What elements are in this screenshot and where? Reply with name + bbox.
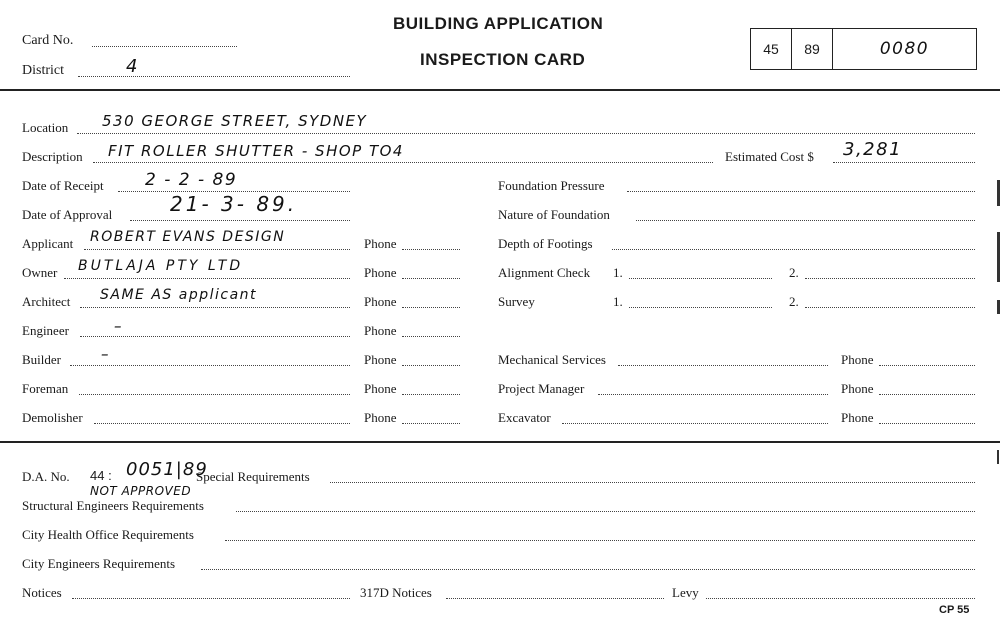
alignment-check-line1 — [629, 278, 772, 279]
date-approval-label: Date of Approval — [22, 207, 113, 222]
mechanical-services-phone-line — [879, 365, 975, 366]
project-manager-line — [598, 394, 828, 395]
applicant-label: Applicant — [22, 236, 74, 251]
notices-line — [72, 598, 350, 599]
builder-value: – — [101, 345, 110, 363]
nature-foundation-line — [636, 220, 975, 221]
description-line — [93, 162, 713, 163]
architect-phone-line — [402, 307, 460, 308]
survey-num2: 2. — [789, 294, 799, 309]
excavator-phone-label: Phone — [841, 410, 874, 425]
notices-label: Notices — [22, 585, 62, 600]
architect-value: SAME AS applicant — [100, 287, 258, 303]
health-line — [225, 540, 975, 541]
applicant-phone-label: Phone — [364, 236, 397, 251]
excavator-line — [562, 423, 828, 424]
da-no-label: D.A. No. — [22, 469, 70, 484]
estimated-cost-value: 3,281 — [843, 139, 903, 160]
mechanical-services-line — [618, 365, 828, 366]
survey-line2 — [805, 307, 975, 308]
da-no-value: 0051|89 — [126, 459, 208, 480]
special-requirements-line — [330, 482, 975, 483]
owner-line — [64, 278, 350, 279]
nature-foundation-label: Nature of Foundation — [498, 207, 610, 222]
engineer-phone-line — [402, 336, 460, 337]
card-number-box — [750, 28, 977, 70]
engineer-phone-label: Phone — [364, 323, 397, 338]
applicant-phone-line — [402, 249, 460, 250]
project-manager-label: Project Manager — [498, 381, 585, 396]
levy-line — [706, 598, 975, 599]
alignment-check-label: Alignment Check — [498, 265, 591, 280]
owner-label: Owner — [22, 265, 58, 280]
section-divider — [0, 441, 1000, 443]
architect-label: Architect — [22, 294, 71, 309]
notices-317d-line — [446, 598, 664, 599]
structural-line — [236, 511, 975, 512]
foundation-pressure-line — [627, 191, 975, 192]
city-engineers-label: City Engineers Requirements — [22, 556, 176, 571]
structural-label: Structural Engineers Requirements — [22, 498, 204, 513]
engineer-label: Engineer — [22, 323, 69, 338]
architect-phone-label: Phone — [364, 294, 397, 309]
location-line — [77, 133, 975, 134]
header-divider — [0, 89, 1000, 91]
foreman-label: Foreman — [22, 381, 69, 396]
not-approved-note: NOT APPROVED — [90, 484, 192, 498]
depth-footings-label: Depth of Footings — [498, 236, 593, 251]
form-code: CP 55 — [939, 604, 970, 616]
title-line1: BUILDING APPLICATION — [393, 14, 604, 33]
margin-mark-4 — [997, 450, 999, 464]
card-no-label: Card No. — [22, 33, 74, 48]
date-receipt-value: 2 - 2 - 89 — [145, 170, 238, 190]
notices-317d-label: 317D Notices — [360, 585, 432, 600]
foundation-pressure-label: Foundation Pressure — [498, 178, 605, 193]
survey-line1 — [629, 307, 772, 308]
estimated-cost-line — [833, 162, 975, 163]
foreman-phone-line — [402, 394, 460, 395]
engineer-value: – — [114, 317, 123, 335]
box-number: 0080 — [879, 39, 930, 59]
description-label: Description — [22, 149, 83, 164]
title-line2: INSPECTION CARD — [420, 50, 586, 69]
excavator-phone-line — [879, 423, 975, 424]
demolisher-label: Demolisher — [22, 410, 83, 425]
owner-phone-line — [402, 278, 460, 279]
date-approval-line — [130, 220, 350, 221]
alignment-check-line2 — [805, 278, 975, 279]
card-no-line — [92, 46, 237, 47]
health-label: City Health Office Requirements — [22, 527, 194, 542]
project-manager-phone-line — [879, 394, 975, 395]
builder-label: Builder — [22, 352, 61, 367]
estimated-cost-label: Estimated Cost $ — [725, 149, 814, 164]
demolisher-line — [94, 423, 350, 424]
depth-footings-line — [612, 249, 975, 250]
box-code2: 89 — [792, 29, 833, 69]
foreman-phone-label: Phone — [364, 381, 397, 396]
district-value: 4 — [126, 56, 139, 77]
applicant-value: ROBERT EVANS DESIGN — [90, 229, 286, 245]
location-value: 530 GEORGE STREET, SYDNEY — [102, 112, 368, 130]
owner-phone-label: Phone — [364, 265, 397, 280]
levy-label: Levy — [672, 585, 699, 600]
city-engineers-line — [201, 569, 975, 570]
mechanical-services-label: Mechanical Services — [498, 352, 606, 367]
box-code1: 45 — [751, 29, 792, 69]
mechanical-services-phone-label: Phone — [841, 352, 874, 367]
date-approval-value: 21- 3- 89. — [170, 192, 298, 216]
district-label: District — [22, 63, 64, 78]
survey-label: Survey — [498, 294, 535, 309]
builder-phone-line — [402, 365, 460, 366]
architect-line — [80, 307, 350, 308]
owner-value: BUTLAJA PTY LTD — [78, 258, 244, 274]
special-requirements-label: Special Requirements — [196, 469, 310, 484]
applicant-line — [84, 249, 350, 250]
demolisher-phone-line — [402, 423, 460, 424]
foreman-line — [79, 394, 350, 395]
location-label: Location — [22, 120, 69, 135]
engineer-line — [80, 336, 350, 337]
district-line — [78, 76, 350, 77]
date-receipt-label: Date of Receipt — [22, 178, 104, 193]
da-no-prefix: 44 : — [90, 468, 112, 483]
excavator-label: Excavator — [498, 410, 551, 425]
survey-num1: 1. — [613, 294, 623, 309]
demolisher-phone-label: Phone — [364, 410, 397, 425]
builder-line — [70, 365, 350, 366]
alignment-check-num1: 1. — [613, 265, 623, 280]
description-value: FIT ROLLER SHUTTER - SHOP TO4 — [108, 142, 404, 160]
alignment-check-num2: 2. — [789, 265, 799, 280]
builder-phone-label: Phone — [364, 352, 397, 367]
project-manager-phone-label: Phone — [841, 381, 874, 396]
